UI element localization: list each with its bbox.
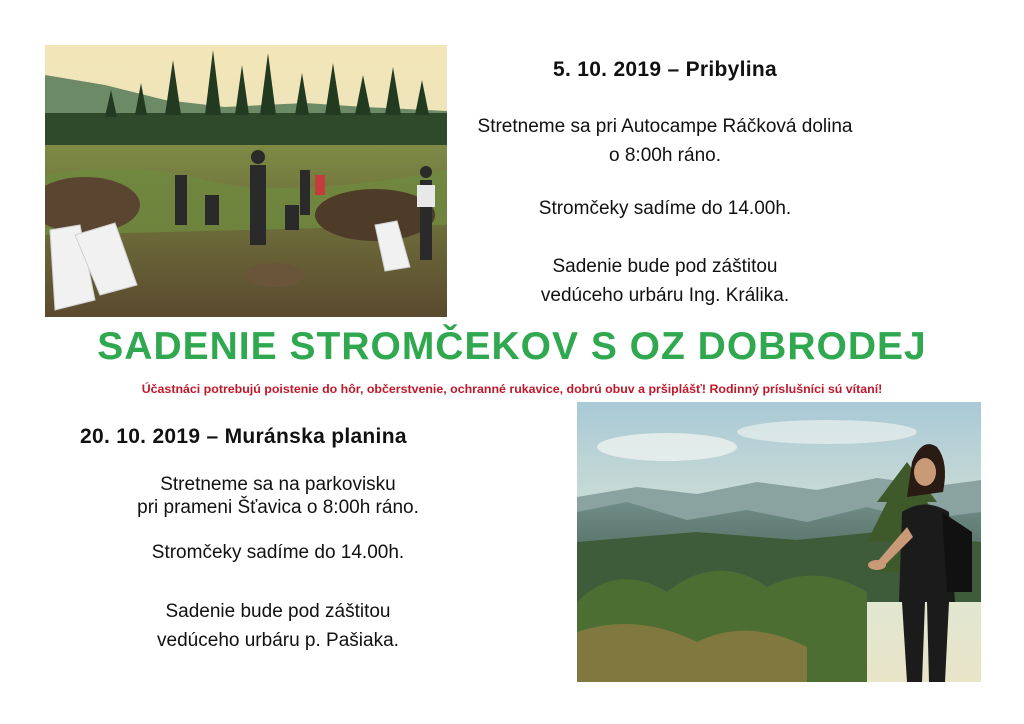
- event1-planting-time: Stromčeky sadíme do 14.00h.: [538, 198, 792, 219]
- event2-meeting-point: [63, 473, 493, 519]
- event1-patron-line2: vedúceho urbáru Ing. Králika.: [540, 285, 790, 306]
- participant-notice: Účastnáci potrebujú poistenie do hôr, občerstvenie, ochranné rukavice, dobrú obuv a pršiplášť! Rodinný príslušníci sú vítaní!: [141, 382, 883, 396]
- event2-date: 20. 10. 2019 – Muránska planina: [80, 425, 407, 448]
- event2-meet-line1: Stretneme sa na parkovisku: [160, 474, 396, 495]
- mountain-hiker-photo: [577, 402, 981, 682]
- event2-patron: [63, 597, 493, 655]
- event1-meeting-point: [470, 112, 860, 170]
- event2-meet-line2: pri prameni Šťavica o 8:00h ráno.: [137, 497, 419, 518]
- event1-meet-line2: o 8:00h ráno.: [609, 145, 721, 166]
- event2-patron-line1: Sadenie bude pod záštitou: [165, 601, 391, 622]
- event-pribylina: [470, 58, 860, 310]
- event1-date: 5. 10. 2019 – Pribylina: [552, 58, 778, 81]
- event-muranska-planina: [75, 425, 515, 655]
- event1-meet-line1: Stretneme sa pri Autocampe Ráčková dolina: [477, 116, 853, 137]
- event1-patron-line1: Sadenie bude pod záštitou: [552, 256, 778, 277]
- event2-patron-line2: vedúceho urbáru p. Pašiaka.: [157, 630, 399, 651]
- event2-planting-time: Stromčeky sadíme do 14.00h.: [151, 542, 405, 563]
- tree-planting-photo: [45, 45, 447, 317]
- event1-patron: [470, 252, 860, 310]
- flyer-title: SADENIE STROMČEKOV S OZ DOBRODEJ: [97, 325, 927, 368]
